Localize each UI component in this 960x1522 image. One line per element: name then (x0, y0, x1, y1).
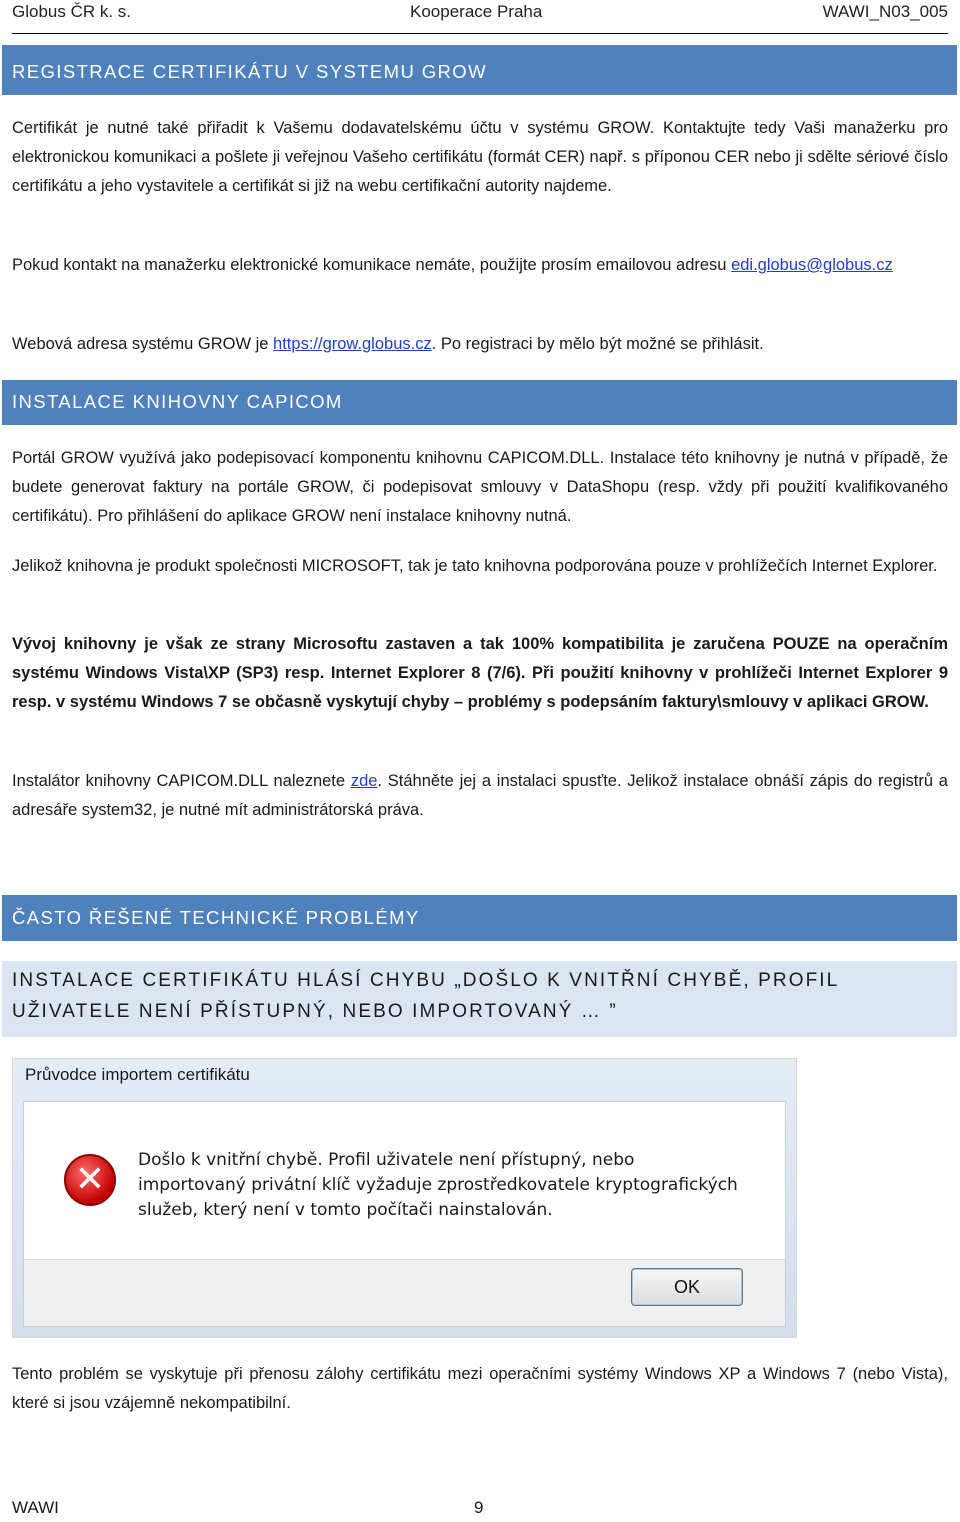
subheading-certificate-error: INSTALACE CERTIFIKÁTU HLÁSÍ CHYBU „DOŠLO K VNITŘNÍ CHYBĚ, PROFIL UŽIVATELE NENÍ PŘÍSTUPNÝ, NEBO IMPORTOVANÝ … ” (2, 961, 957, 1037)
paragraph-certifikat: Certifikát je nutné také přiřadit k Vašemu dodavatelskému účtu v systému GROW. Kontaktujte tedy Vaši manažerku pro elektronickou komunikaci a pošlete ji veřejnou Vašeho certifikátu (formát CER) např. s příponou CER nebo ji sdělte sériové číslo certifikátu a jeho vystavitele a certifikát si již na webu certifikační autority najdeme. (12, 119, 948, 195)
paragraph-microsoft: Jelikož knihovna je produkt společnosti MICROSOFT, tak je tato knihovna podporována pouze v prohlížečích Internet Explorer. (12, 557, 938, 575)
ok-button[interactable]: OK (631, 1268, 743, 1306)
page-number: 9 (474, 1498, 484, 1517)
email-link[interactable]: edi.globus@globus.cz (731, 256, 893, 274)
footer-label: WAWI (12, 1498, 59, 1517)
grow-url-link[interactable]: https://grow.globus.cz (273, 335, 432, 353)
dialog-message: Došlo k vnitřní chybě. Profil uživatele není přístupný, nebo importovaný privátní klíč vyžaduje zprostředkovatele kryptografických služeb, který není v tomto počítači nainstalován. (138, 1150, 738, 1220)
dialog-body (23, 1101, 786, 1327)
paragraph-capicom-intro: Portál GROW využívá jako podepisovací komponentu knihovnu CAPICOM.DLL. Instalace této knihovny je nutná v případě, že budete generovat faktury na portále GROW, či podepisovat smlouvy v DataShopu (resp. vždy při použití kvalifikovaného certifikátu). Pro přihlášení do aplikace GROW není instalace knihovny nutná. (12, 449, 948, 525)
header-company: Globus ČR k. s. (12, 2, 132, 21)
error-dialog-screenshot (12, 1058, 797, 1338)
section-heading-registrace: REGISTRACE CERTIFIKÁTU V SYSTEMU GROW (2, 45, 957, 95)
paragraph-problem-explanation: Tento problém se vyskytuje při přenosu zálohy certifikátu mezi operačními systémy Windows XP a Windows 7 (nebo Vista), které si jsou vzájemně nekompatibilní. (12, 1365, 948, 1412)
page-header (12, 2, 948, 24)
dialog-title: Průvodce importem certifikátu (25, 1065, 250, 1084)
paragraph-warning (12, 630, 948, 717)
header-rule (12, 33, 948, 34)
warning-bold-text: Vývoj knihovny je však ze strany Microsoftu zastaven a tak 100% kompatibilita je zaručena POUZE na operačním systému Windows Vista\XP (SP3) resp. Internet Explorer 8 (7/6). Při použití knihovny v prohlížeči Internet Explorer 9 resp. v systému Windows 7 se občasně vyskytují chyby – problémy s podepsáním faktury\smlouvy v aplikaci GROW. (12, 635, 948, 711)
paragraph-web-address (12, 330, 948, 359)
installer-text: Instalátor knihovny CAPICOM.DLL naleznete (12, 772, 346, 790)
header-center: Kooperace Praha (410, 2, 543, 21)
header-docid: WAWI_N03_005 (822, 2, 948, 21)
error-x-icon: ✕ (64, 1154, 116, 1206)
section-heading-problemy: ČASTO ŘEŠENÉ TECHNICKÉ PROBLÉMY (2, 895, 957, 941)
paragraph-installer (12, 767, 948, 825)
paragraph-kontakt (12, 251, 948, 280)
kontakt-text: Pokud kontakt na manažerku elektronické komunikace nemáte, použijte prosím emailovou adresu (12, 256, 727, 274)
section-heading-capicom: INSTALACE KNIHOVNY CAPICOM (2, 380, 957, 425)
installer-link[interactable]: zde (350, 772, 378, 790)
web-address-after: . Po registraci by mělo být možné se přihlásit. (431, 335, 764, 353)
web-address-text: Webová adresa systému GROW je (12, 335, 269, 353)
dialog-footer (24, 1259, 785, 1326)
installer-after: . Stáhněte jej a instalaci spusťte. Jelikož instalace obnáší zápis do registrů a adresáře system32, je nutné mít administrátorská práva. (12, 772, 948, 819)
